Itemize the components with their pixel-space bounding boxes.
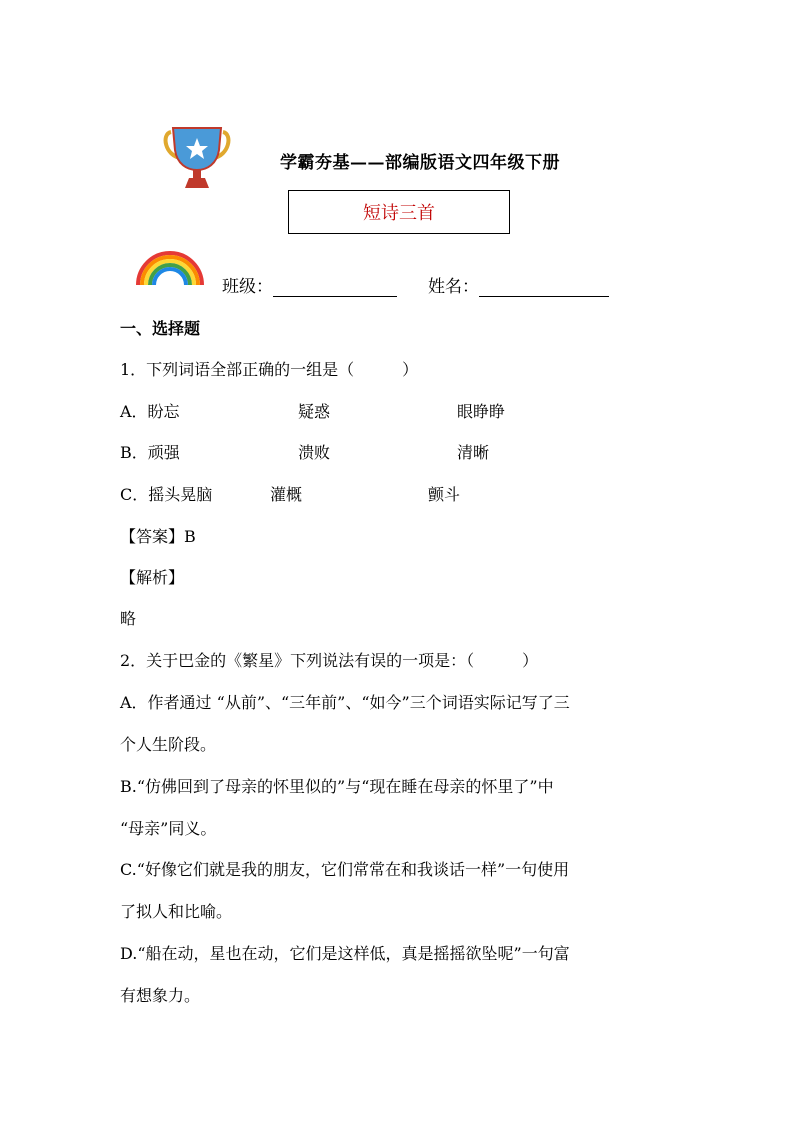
q2-line-2: 个人生阶段。 [120, 735, 217, 754]
q2-line-3: B.“仿佛回到了母亲的怀里似的”与“现在睡在母亲的怀里了”中 [120, 777, 554, 796]
name-label: 姓名： [428, 277, 479, 297]
lesson-title: 短诗三首 [363, 203, 435, 224]
section-heading: 一、选择题 [120, 319, 201, 338]
question-2-stem: 2．关于巴金的《繁星》下列说法有误的一项是：（ ） [120, 651, 539, 670]
q1-option-a-word2: 疑惑 [298, 402, 331, 421]
q1-analysis-label: 【解析】 [120, 568, 185, 587]
q1-option-c: C．摇头晃脑 [120, 485, 213, 504]
name-field[interactable] [428, 272, 609, 297]
q2-line-4: “母亲”同义。 [120, 819, 217, 838]
q2-line-6: 了拟人和比喻。 [120, 902, 233, 921]
class-blank[interactable] [273, 276, 397, 297]
q1-option-c-word2: 灌概 [270, 485, 303, 504]
q1-option-a-word3: 眼睁睁 [457, 402, 506, 421]
q1-option-b-word3: 清晰 [457, 443, 490, 462]
q1-analysis: 略 [120, 609, 137, 628]
q1-answer: 【答案】B [120, 527, 196, 546]
question-1-stem: 1．下列词语全部正确的一组是（ ） [120, 360, 419, 379]
document-title: 学霸夯基——部编版语文四年级下册 [280, 153, 560, 173]
q2-line-8: 有想象力。 [120, 986, 201, 1005]
name-blank[interactable] [479, 276, 609, 297]
q1-option-b-word2: 溃败 [298, 443, 331, 462]
lesson-title-box [288, 190, 510, 234]
class-field[interactable] [222, 272, 397, 297]
q1-option-b: B．顽强 [120, 443, 180, 462]
q1-option-a: A．盼忘 [120, 402, 180, 421]
q2-line-5: C.“好像它们就是我的朋友，它们常常在和我谈话一样”一句使用 [120, 860, 570, 879]
trophy-icon [163, 126, 231, 190]
q2-line-1: A．作者通过 “从前”、“三年前”、“如今”三个词语实际记写了三 [120, 693, 570, 712]
q1-option-c-word3: 颤斗 [428, 485, 461, 504]
class-label: 班级： [222, 277, 273, 297]
q2-line-7: D.“船在动，星也在动，它们是这样低，真是摇摇欲坠呢”一句富 [120, 944, 570, 963]
rainbow-icon [134, 247, 206, 287]
